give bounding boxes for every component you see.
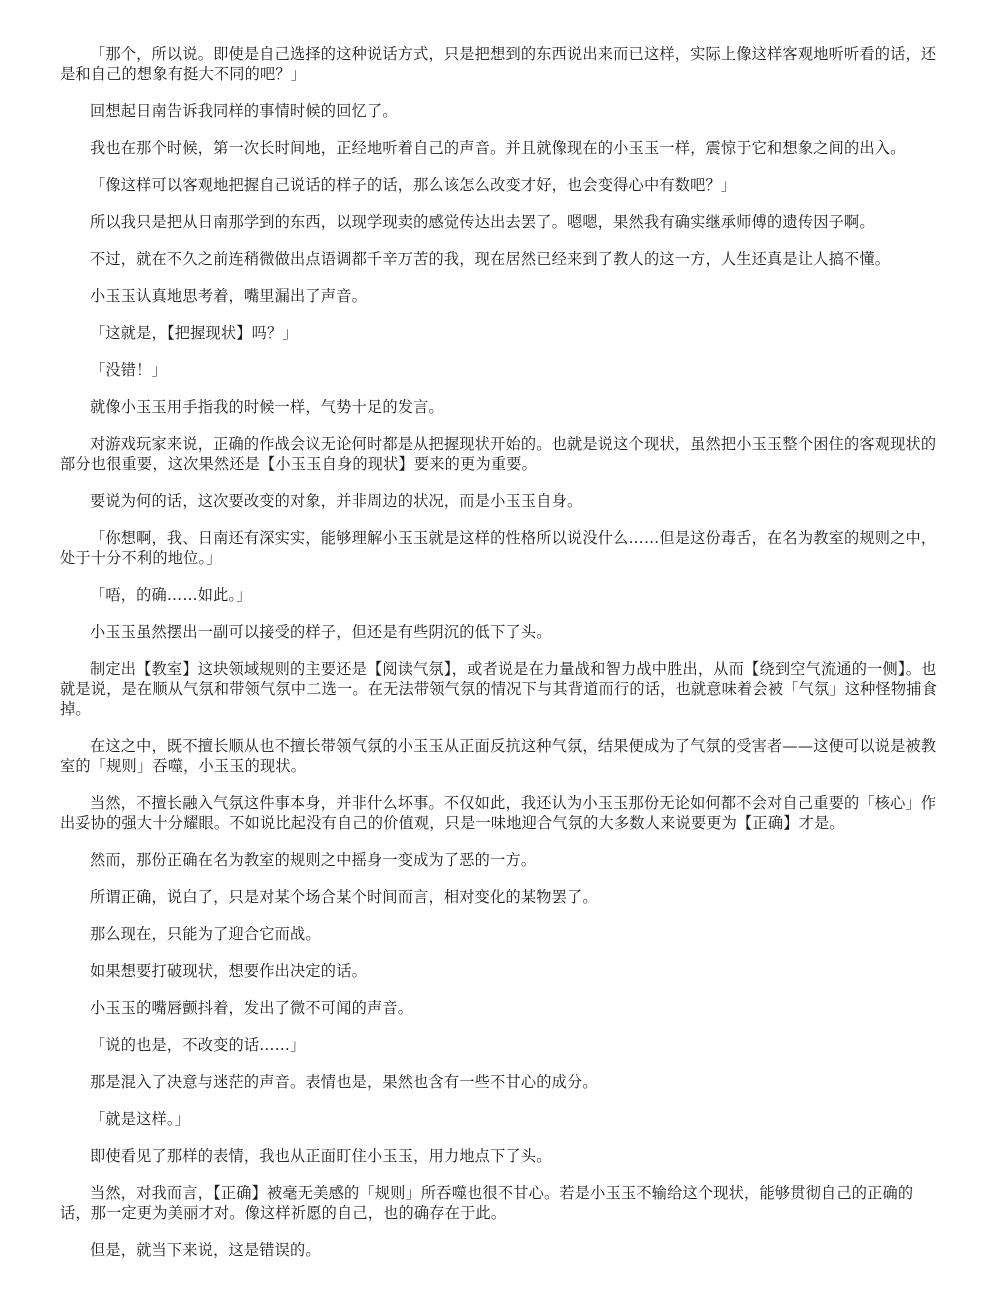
paragraph: 那么现在，只能为了迎合它而战。 xyxy=(90,925,321,943)
paragraph: 如果想要打破现状，想要作出决定的话。 xyxy=(90,962,367,980)
paragraph: 在这之中，既不擅长顺从也不擅长带领气氛的小玉玉从正面反抗这种气氛，结果便成为了气氛的受害者——这便可以说是被教室的「规则」吞噬，小玉玉的现状。 xyxy=(60,737,937,775)
paragraph: 当然，对我而言，【正确】被毫无美感的「规则」所吞噬也很不甘心。若是小玉玉不输给这个现状，能够贯彻自己的正确的话，那一定更为美丽才对。像这样祈愿的自己，也的确存在于此。 xyxy=(60,1184,914,1222)
paragraph: 小玉玉虽然摆出一副可以接受的样子，但还是有些阴沉的低下了头。 xyxy=(90,623,552,641)
paragraph: 「那个，所以说。即使是自己选择的这种说话方式，只是把想到的东西说出来而已这样，实际上像这样客观地听听看的话，还是和自己的想象有挺大不同的吧？」 xyxy=(60,45,937,83)
paragraph: 制定出【教室】这块领域规则的主要还是【阅读气氛】，或者说是在力量战和智力战中胜出，从而【绕到空气流通的一侧】。也就是说，是在顺从气氛和带领气氛中二选一。在无法带领气氛的情况下与其背道而行的话，也就意味着会被「气氛」这种怪物捕食掉。 xyxy=(60,660,938,718)
paragraph: 「就是这样。」 xyxy=(90,1110,191,1128)
paragraph: 「这就是，【把握现状】吗？」 xyxy=(90,324,298,342)
paragraph: 「你想啊，我、日南还有深实实，能够理解小玉玉就是这样的性格所以说没什么……但是这份毒舌，在名为教室的规则之中，处于十分不利的地位。」 xyxy=(60,529,937,567)
paragraph: 所谓正确，说白了，只是对某个场合某个时间而言，相对变化的某物罢了。 xyxy=(90,888,598,906)
paragraph: 不过，就在不久之前连稍微做出点语调都千辛万苦的我，现在居然已经来到了教人的这一方，人生还真是让人搞不懂。 xyxy=(90,250,891,268)
paragraph: 所以我只是把从日南那学到的东西，以现学现卖的感觉传达出去罢了。嗯嗯，果然我有确实继承师傅的遗传因子啊。 xyxy=(90,213,875,231)
paragraph: 即使看见了那样的表情，我也从正面盯住小玉玉，用力地点下了头。 xyxy=(90,1147,552,1165)
paragraph: 「像这样可以客观地把握自己说话的样子的话，那么该怎么改变才好，也会变得心中有数吧？」 xyxy=(90,176,737,194)
paragraph: 那是混入了决意与迷茫的声音。表情也是，果然也含有一些不甘心的成分。 xyxy=(90,1073,598,1091)
paragraph: 「说的也是，不改变的话……」 xyxy=(90,1036,306,1054)
paragraph: 「没错！」 xyxy=(90,361,167,379)
paragraph: 就像小玉玉用手指我的时候一样，气势十足的发言。 xyxy=(90,398,444,416)
paragraph: 「唔，的确……如此。」 xyxy=(90,586,252,604)
paragraph: 但是，就当下来说，这是错误的。 xyxy=(90,1241,321,1259)
paragraph: 然而，那份正确在名为教室的规则之中摇身一变成为了恶的一方。 xyxy=(90,851,537,869)
paragraph: 小玉玉的嘴唇颤抖着，发出了微不可闻的声音。 xyxy=(90,999,414,1017)
paragraph: 对游戏玩家来说，正确的作战会议无论何时都是从把握现状开始的。也就是说这个现状，虽然把小玉玉整个困住的客观现状的部分也很重要，这次果然还是【小玉玉自身的现状】要来的更为重要。 xyxy=(60,435,937,473)
paragraph: 回想起日南告诉我同样的事情时候的回忆了。 xyxy=(90,102,398,120)
document-body xyxy=(60,44,944,1277)
paragraph: 要说为何的话，这次要改变的对象，并非周边的状况，而是小玉玉自身。 xyxy=(90,492,583,510)
paragraph: 我也在那个时候，第一次长时间地，正经地听着自己的声音。并且就像现在的小玉玉一样，震惊于它和想象之间的出入。 xyxy=(90,139,906,157)
paragraph: 小玉玉认真地思考着，嘴里漏出了声音。 xyxy=(90,287,367,305)
paragraph: 当然，不擅长融入气氛这件事本身，并非什么坏事。不仅如此，我还认为小玉玉那份无论如何都不会对自己重要的「核心」作出妥协的强大十分耀眼。不如说比起没有自己的价值观，只是一味地迎合气氛的大多数人来说要更为【正确】才是。 xyxy=(60,794,937,832)
